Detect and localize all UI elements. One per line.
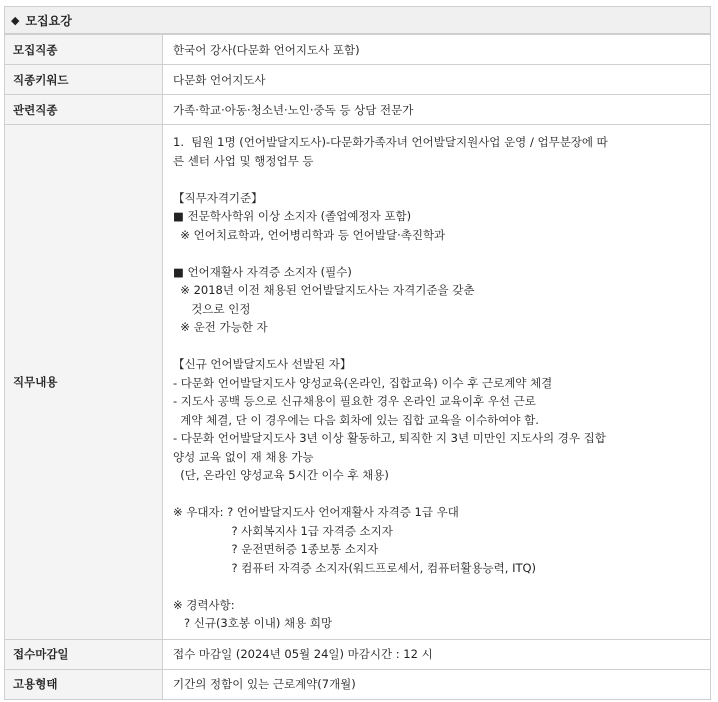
duty-line	[173, 244, 702, 263]
table-row	[5, 65, 711, 95]
duty-line: 【직무자격기준】	[173, 190, 263, 205]
duty-line: ※ 2018년 이전 채용된 언어발달지도사는 자격기준을 갖춘	[173, 283, 475, 297]
duty-line: - 다문화 언어발달지도사 3년 이상 활동하고, 퇴직한 지 3년 미만인 지도사의 경우 집합	[173, 431, 606, 445]
duty-line	[173, 170, 702, 189]
row-label: 관련직종	[5, 95, 163, 125]
row-label: 직종키워드	[5, 65, 163, 95]
duty-line: ※ 운전 가능한 자	[173, 320, 268, 334]
duty-line: ※ 경력사항:	[173, 597, 235, 612]
recruitment-table	[4, 34, 711, 700]
table-row	[5, 35, 711, 65]
duty-line: 【신규 언어발달지도사 선발된 자】	[173, 357, 352, 371]
section-title: 모집요강	[25, 13, 72, 28]
duty-line: ? 컴퓨터 자격증 소지자(워드프로세서, 컴퓨터활용능력, ITQ)	[173, 560, 537, 575]
duty-line: (단, 온라인 양성교육 5시간 이수 후 채용)	[173, 468, 389, 482]
duty-line	[173, 485, 702, 504]
table-row	[5, 639, 711, 669]
section-header	[4, 6, 711, 34]
duties-description	[163, 125, 711, 640]
row-value: 다문화 언어지도사	[163, 65, 711, 95]
duty-line: ※ 우대자: ? 언어발달지도사 언어재활사 자격증 1급 우대	[173, 505, 459, 519]
duty-line: ? 사회복지사 1급 자격증 소지자	[173, 523, 393, 538]
recruitment-info-panel	[4, 6, 711, 700]
table-row	[5, 669, 711, 699]
diamond-icon: ◆	[11, 13, 20, 27]
duty-line	[173, 337, 702, 356]
duty-line	[173, 577, 702, 596]
duty-line: - 다문화 언어발달지도사 양성교육(온라인, 집합교육) 이수 후 근로계약 체결	[173, 375, 553, 390]
row-value: 가족·학교·아동·청소년·노인·중독 등 상담 전문가	[163, 95, 711, 125]
duty-line: ? 신규(3호봉 이내) 채용 희망	[173, 616, 333, 630]
row-value: 기간의 정함이 있는 근로계약(7개월)	[163, 669, 711, 699]
row-value: 접수 마감일 (2024년 05월 24일) 마감시간 : 12 시	[163, 639, 711, 669]
row-label: 접수마감일	[5, 639, 163, 669]
duty-line: 1. 팀원 1명 (언어발달지도사)-다문화가족자녀 언어발달지원사업 운영 / 업무분장에 따	[173, 135, 608, 149]
duty-line: ※ 언어치료학과, 언어병리학과 등 언어발달·촉진학과	[173, 227, 446, 242]
row-label: 고용형태	[5, 669, 163, 699]
row-value: 한국어 강사(다문화 언어지도사 포함)	[163, 35, 711, 65]
duty-line: 른 센터 사업 및 행정업무 등	[173, 153, 314, 168]
duty-line: - 지도사 공백 등으로 신규채용이 필요한 경우 온라인 교육이후 우선 근로	[173, 394, 536, 408]
table-row	[5, 125, 711, 640]
duty-line: 계약 체결, 단 이 경우에는 다음 회차에 있는 집합 교육을 이수하여야 함.	[173, 412, 539, 427]
duty-line: ■ 전문학사학위 이상 소지자 (졸업예정자 포함)	[173, 209, 412, 223]
duty-line: ? 운전면허증 1종보통 소지자	[173, 542, 379, 556]
duty-line: 것으로 인정	[173, 301, 251, 316]
row-label: 모집직종	[5, 35, 163, 65]
row-label: 직무내용	[5, 125, 163, 640]
duty-line: ■ 언어재활사 자격증 소지자 (필수)	[173, 264, 352, 279]
table-row	[5, 95, 711, 125]
duty-line: 양성 교육 없이 재 채용 가능	[173, 449, 314, 464]
